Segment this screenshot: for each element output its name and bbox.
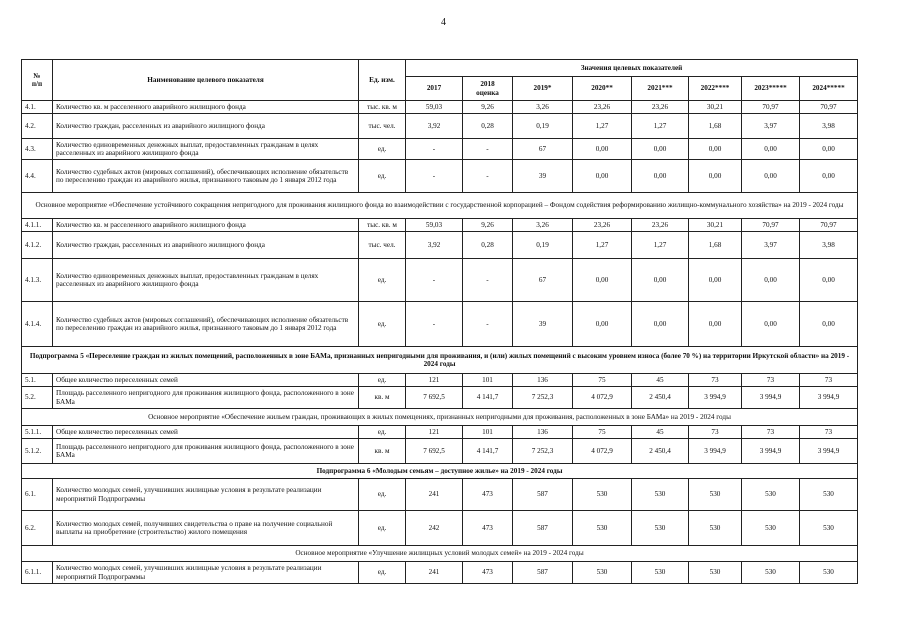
value-cell: - <box>463 259 513 302</box>
value-cell: 4 141,7 <box>463 439 513 464</box>
value-cell: 587 <box>513 562 573 584</box>
value-cell: 121 <box>406 374 463 387</box>
value-cell: 0,00 <box>689 259 742 302</box>
unit: ед. <box>359 259 406 302</box>
header-year: 2017 <box>406 77 463 101</box>
value-cell: 530 <box>573 562 632 584</box>
value-cell: 530 <box>632 479 689 511</box>
target-indicators-table <box>21 59 858 584</box>
page-number: 4 <box>441 17 446 28</box>
value-cell: 0,00 <box>632 259 689 302</box>
unit: ед. <box>359 426 406 439</box>
row-number: 5.1. <box>22 374 53 387</box>
value-cell: 30,21 <box>689 219 742 232</box>
unit: ед. <box>359 562 406 584</box>
value-cell: 0,00 <box>742 139 800 160</box>
indicator-name: Количество граждан, расселенных из аварийного жилищного фонда <box>53 232 359 259</box>
value-cell: 0,00 <box>689 139 742 160</box>
value-cell: 530 <box>800 479 858 511</box>
value-cell: 3,26 <box>513 219 573 232</box>
value-cell: - <box>463 160 513 193</box>
header-unit: Ед. изм. <box>359 60 406 101</box>
value-cell: 73 <box>800 374 858 387</box>
indicator-name: Количество единовременных денежных выплат, предоставленных гражданам в целях расселенных из аварийного жилищного фонда <box>53 139 359 160</box>
table-row <box>22 232 858 259</box>
value-cell: 3,98 <box>800 114 858 139</box>
value-cell: 0,00 <box>800 302 858 347</box>
value-cell: 0,00 <box>573 259 632 302</box>
subprogram-row <box>22 347 858 374</box>
row-number: 6.1.1. <box>22 562 53 584</box>
value-cell: 67 <box>513 139 573 160</box>
value-cell: 30,21 <box>689 101 742 114</box>
row-number: 5.1.2. <box>22 439 53 464</box>
indicator-name: Количество судебных актов (мировых соглашений), обеспечивающих исполнение обязательств по переселению граждан из аварийного жилья, признанного таковым до 1 января 2012 года <box>53 302 359 347</box>
table-row <box>22 511 858 546</box>
header-year: 2018 оценка <box>463 77 513 101</box>
value-cell: 0,00 <box>573 139 632 160</box>
unit: кв. м <box>359 387 406 409</box>
value-cell: 73 <box>742 426 800 439</box>
value-cell: 530 <box>689 562 742 584</box>
table-row <box>22 219 858 232</box>
value-cell: 0,00 <box>800 259 858 302</box>
row-number: 4.1.3. <box>22 259 53 302</box>
value-cell: 136 <box>513 374 573 387</box>
value-cell: 7 692,5 <box>406 387 463 409</box>
value-cell: 75 <box>573 374 632 387</box>
value-cell: 121 <box>406 426 463 439</box>
value-cell: - <box>463 302 513 347</box>
section-row <box>22 193 858 219</box>
value-cell: 473 <box>463 562 513 584</box>
value-cell: 530 <box>573 479 632 511</box>
value-cell: 73 <box>689 374 742 387</box>
unit: тыс. кв. м <box>359 219 406 232</box>
value-cell: 2 450,4 <box>632 439 689 464</box>
header-year: 2021*** <box>632 77 689 101</box>
value-cell: 73 <box>689 426 742 439</box>
subprogram-row <box>22 464 858 479</box>
value-cell: 136 <box>513 426 573 439</box>
table-row <box>22 562 858 584</box>
unit: ед. <box>359 302 406 347</box>
value-cell: 1,27 <box>573 232 632 259</box>
value-cell: 530 <box>573 511 632 546</box>
value-cell: 7 252,3 <box>513 439 573 464</box>
indicator-name: Общее количество переселенных семей <box>53 426 359 439</box>
table-body <box>22 101 858 584</box>
value-cell: 241 <box>406 562 463 584</box>
indicator-name: Количество кв. м расселенного аварийного жилищного фонда <box>53 219 359 232</box>
value-cell: 0,19 <box>513 232 573 259</box>
unit: ед. <box>359 511 406 546</box>
value-cell: 9,26 <box>463 219 513 232</box>
value-cell: 0,00 <box>742 302 800 347</box>
unit: ед. <box>359 139 406 160</box>
row-number: 4.1.2. <box>22 232 53 259</box>
section-row <box>22 409 858 426</box>
value-cell: 1,68 <box>689 114 742 139</box>
value-cell: 0,00 <box>632 139 689 160</box>
value-cell: 0,00 <box>742 160 800 193</box>
table-row <box>22 259 858 302</box>
value-cell: 0,00 <box>573 302 632 347</box>
table-row <box>22 439 858 464</box>
value-cell: 23,26 <box>573 219 632 232</box>
value-cell: 9,26 <box>463 101 513 114</box>
row-number: 4.1. <box>22 101 53 114</box>
unit: тыс. чел. <box>359 232 406 259</box>
value-cell: 0,00 <box>689 302 742 347</box>
header-num: № п/п <box>22 60 53 101</box>
value-cell: 0,00 <box>632 302 689 347</box>
indicator-name: Количество молодых семей, улучшивших жилищные условия в результате реализации мероприятий Подпрограммы <box>53 479 359 511</box>
indicator-name: Количество судебных актов (мировых соглашений), обеспечивающих исполнение обязательств по переселению граждан из аварийного жилья, признанного таковым до 1 января 2012 года <box>53 160 359 193</box>
value-cell: 3,26 <box>513 101 573 114</box>
header-values-group: Значения целевых показателей <box>406 60 858 77</box>
row-number: 5.2. <box>22 387 53 409</box>
value-cell: 7 692,5 <box>406 439 463 464</box>
section-title: Основное мероприятие «Обеспечение жильем граждан, проживающих в жилых помещениях, признанных непригодными для проживания, расположенных в зоне БАМа» на 2019 - 2024 годы <box>22 409 858 426</box>
unit: ед. <box>359 479 406 511</box>
row-number: 6.2. <box>22 511 53 546</box>
value-cell: 3 994,9 <box>742 387 800 409</box>
row-number: 4.2. <box>22 114 53 139</box>
value-cell: 473 <box>463 479 513 511</box>
header-year: 2022**** <box>689 77 742 101</box>
value-cell: 4 141,7 <box>463 387 513 409</box>
value-cell: 530 <box>742 511 800 546</box>
header-row-top <box>22 60 858 77</box>
value-cell: 587 <box>513 511 573 546</box>
table-row <box>22 160 858 193</box>
value-cell: 70,97 <box>742 219 800 232</box>
value-cell: 4 072,9 <box>573 387 632 409</box>
value-cell: 70,97 <box>800 219 858 232</box>
table-row <box>22 302 858 347</box>
value-cell: 4 072,9 <box>573 439 632 464</box>
section-title: Основное мероприятие «Обеспечение устойчивого сокращения непригодного для проживания жилищного фонда во взаимодействии с государственной корпорацией – Фондом содействия реформированию жилищно-коммунального хозяйства» на 2019 - 2024 годы <box>22 193 858 219</box>
table-row <box>22 139 858 160</box>
value-cell: 101 <box>463 426 513 439</box>
value-cell: 1,68 <box>689 232 742 259</box>
unit: тыс. чел. <box>359 114 406 139</box>
value-cell: 23,26 <box>632 219 689 232</box>
section-title: Основное мероприятие «Улучшение жилищных условий молодых семей» на 2019 - 2024 годы <box>22 546 858 562</box>
unit: ед. <box>359 374 406 387</box>
value-cell: 0,19 <box>513 114 573 139</box>
value-cell: 530 <box>742 562 800 584</box>
indicator-name: Общее количество переселенных семей <box>53 374 359 387</box>
value-cell: - <box>463 139 513 160</box>
value-cell: 3,97 <box>742 114 800 139</box>
value-cell: 23,26 <box>632 101 689 114</box>
value-cell: 73 <box>800 426 858 439</box>
value-cell: 3 994,9 <box>689 387 742 409</box>
value-cell: 101 <box>463 374 513 387</box>
row-number: 4.4. <box>22 160 53 193</box>
indicator-name: Количество молодых семей, получивших свидетельства о праве на получение социальной выплаты на приобретение (строительство) жилого помещения <box>53 511 359 546</box>
indicator-name: Количество кв. м расселенного аварийного жилищного фонда <box>53 101 359 114</box>
value-cell: 67 <box>513 259 573 302</box>
row-number: 6.1. <box>22 479 53 511</box>
value-cell: 3 994,9 <box>689 439 742 464</box>
value-cell: 0,28 <box>463 232 513 259</box>
value-cell: 1,27 <box>573 114 632 139</box>
value-cell: 7 252,3 <box>513 387 573 409</box>
value-cell: 3,92 <box>406 232 463 259</box>
indicator-name: Количество молодых семей, улучшивших жилищные условия в результате реализации мероприятий Подпрограммы <box>53 562 359 584</box>
value-cell: 587 <box>513 479 573 511</box>
row-number: 4.1.1. <box>22 219 53 232</box>
section-row <box>22 546 858 562</box>
value-cell: - <box>406 139 463 160</box>
table-row <box>22 479 858 511</box>
value-cell: 59,03 <box>406 219 463 232</box>
value-cell: 0,00 <box>742 259 800 302</box>
value-cell: 1,27 <box>632 114 689 139</box>
indicator-name: Количество единовременных денежных выплат, предоставленных гражданам в целях расселенных из аварийного жилищного фонда <box>53 259 359 302</box>
table-row <box>22 114 858 139</box>
indicator-name: Площадь расселенного непригодного для проживания жилищного фонда, расположенного в зоне БАМа <box>53 439 359 464</box>
value-cell: 45 <box>632 374 689 387</box>
table-row <box>22 387 858 409</box>
table-row <box>22 101 858 114</box>
row-number: 5.1.1. <box>22 426 53 439</box>
header-year: 2023***** <box>742 77 800 101</box>
table-row <box>22 374 858 387</box>
value-cell: 45 <box>632 426 689 439</box>
value-cell: 0,00 <box>573 160 632 193</box>
value-cell: 3 994,9 <box>742 439 800 464</box>
value-cell: - <box>406 259 463 302</box>
value-cell: 530 <box>689 479 742 511</box>
row-number: 4.1.4. <box>22 302 53 347</box>
header-name: Наименование целевого показателя <box>53 60 359 101</box>
indicator-name: Количество граждан, расселенных из аварийного жилищного фонда <box>53 114 359 139</box>
value-cell: 39 <box>513 302 573 347</box>
value-cell: 530 <box>632 562 689 584</box>
value-cell: 0,00 <box>800 139 858 160</box>
value-cell: 23,26 <box>573 101 632 114</box>
value-cell: 3 994,9 <box>800 439 858 464</box>
value-cell: 242 <box>406 511 463 546</box>
value-cell: 1,27 <box>632 232 689 259</box>
value-cell: 473 <box>463 511 513 546</box>
value-cell: 0,00 <box>632 160 689 193</box>
value-cell: 39 <box>513 160 573 193</box>
unit: кв. м <box>359 439 406 464</box>
value-cell: 530 <box>632 511 689 546</box>
subprogram-title: Подпрограмма 6 «Молодым семьям – доступное жилье» на 2019 - 2024 годы <box>22 464 858 479</box>
value-cell: 3,98 <box>800 232 858 259</box>
value-cell: 3 994,9 <box>800 387 858 409</box>
header-year: 2020** <box>573 77 632 101</box>
unit: тыс. кв. м <box>359 101 406 114</box>
value-cell: 0,00 <box>689 160 742 193</box>
header-year: 2024***** <box>800 77 858 101</box>
indicator-name: Площадь расселенного непригодного для проживания жилищного фонда, расположенного в зоне БАМа <box>53 387 359 409</box>
value-cell: 530 <box>800 562 858 584</box>
value-cell: 2 450,4 <box>632 387 689 409</box>
value-cell: 530 <box>689 511 742 546</box>
value-cell: - <box>406 302 463 347</box>
row-number: 4.3. <box>22 139 53 160</box>
subprogram-title: Подпрограмма 5 «Переселение граждан из жилых помещений, расположенных в зоне БАМа, признанных непригодными для проживания, и (или) жилых помещений с высоким уровнем износа (более 70 %) на территории Иркутской области» на 2019 - 2024 годы <box>22 347 858 374</box>
value-cell: 3,92 <box>406 114 463 139</box>
value-cell: 0,00 <box>800 160 858 193</box>
unit: ед. <box>359 160 406 193</box>
value-cell: 70,97 <box>800 101 858 114</box>
value-cell: 530 <box>800 511 858 546</box>
value-cell: 3,97 <box>742 232 800 259</box>
header-year: 2019* <box>513 77 573 101</box>
table-row <box>22 426 858 439</box>
value-cell: 70,97 <box>742 101 800 114</box>
value-cell: 59,03 <box>406 101 463 114</box>
value-cell: 530 <box>742 479 800 511</box>
value-cell: 73 <box>742 374 800 387</box>
value-cell: 241 <box>406 479 463 511</box>
value-cell: 75 <box>573 426 632 439</box>
value-cell: - <box>406 160 463 193</box>
value-cell: 0,28 <box>463 114 513 139</box>
